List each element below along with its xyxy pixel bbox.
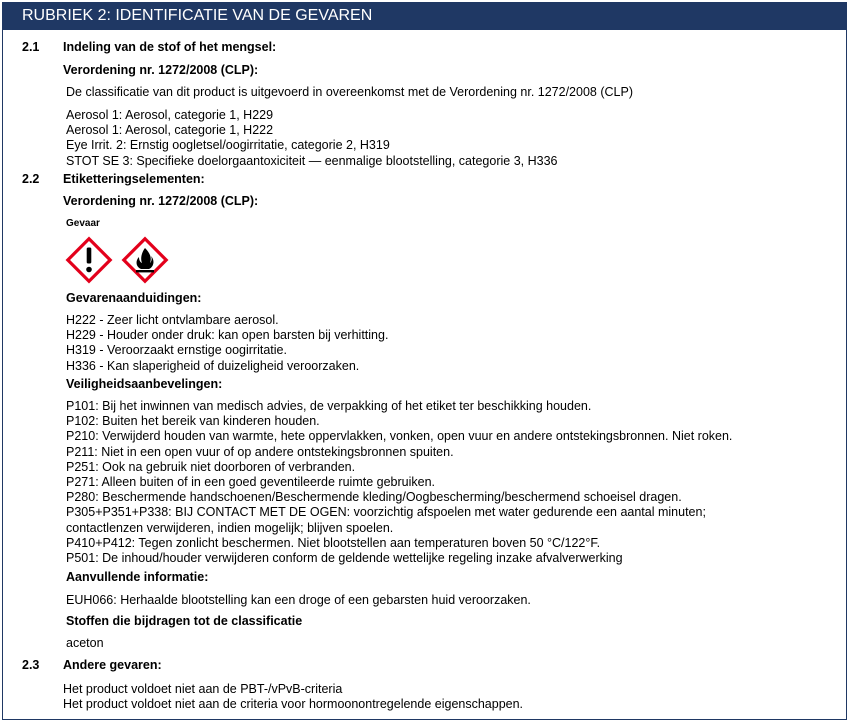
section-2-2-heading: Etiketteringselementen: <box>63 172 205 186</box>
precaution-item: P102: Buiten het bereik van kinderen houden. <box>66 414 320 429</box>
additional-info-text: EUH066: Herhaalde blootstelling kan een droge of een gebarsten huid veroorzaken. <box>66 593 531 607</box>
s22-regulation: Verordening nr. 1272/2008 (CLP): <box>63 194 259 208</box>
section-header: RUBRIEK 2: IDENTIFICATIE VAN DE GEVAREN <box>3 3 846 30</box>
additional-info-heading: Aanvullende informatie: <box>66 570 209 584</box>
classification-item: Aerosol 1: Aerosol, categorie 1, H222 <box>66 123 274 138</box>
contributing-substance: aceton <box>66 636 104 650</box>
precaution-item: P410+P412: Tegen zonlicht beschermen. Niet blootstellen aan temperaturen boven 50 °C/122°F. <box>66 535 601 550</box>
precautionary-list <box>66 399 732 566</box>
precaution-item: P210: Verwijderd houden van warmte, hete oppervlakken, vonken, open vuur en andere ontstekingsbronnen. Niet roken. <box>66 429 733 444</box>
precaution-item: P280: Beschermende handschoenen/Beschermende kleding/Oogbescherming/beschermend schoeisel dragen. <box>66 490 682 505</box>
precaution-item: P501: De inhoud/houder verwijderen conform de geldende wettelijke regeling inzake afvalverwerking <box>66 551 623 566</box>
other-hazard-line: Het product voldoet niet aan de PBT-/vPvB-criteria <box>63 682 343 696</box>
classification-item: Aerosol 1: Aerosol, categorie 1, H229 <box>66 108 274 122</box>
other-hazards-list <box>63 682 523 712</box>
hazard-statement: H229 - Houder onder druk: kan open barsten bij verhitting. <box>66 328 389 343</box>
classification-item: Eye Irrit. 2: Ernstig oogletsel/oogirritatie, categorie 2, H319 <box>66 138 390 153</box>
section-2-2-number: 2.2 <box>22 172 40 186</box>
signal-word: Gevaar <box>66 218 100 229</box>
s21-statement: De classificatie van dit product is uitgevoerd in overeenkomst met de Verordening nr. 1272/2008 (CLP) <box>66 85 633 99</box>
hazard-statement: H319 - Veroorzaakt ernstige oogirritatie. <box>66 343 287 358</box>
exclamation-mark-icon <box>65 236 113 284</box>
section-2-1-heading: Indeling van de stof of het mengsel: <box>63 40 277 54</box>
contributing-substances-heading: Stoffen die bijdragen tot de classificatie <box>66 614 303 628</box>
other-hazard-line: Het product voldoet niet aan de criteria voor hormoonontregelende eigenschappen. <box>63 697 524 712</box>
section-2-3-number: 2.3 <box>22 658 40 672</box>
precaution-item: P305+P351+P338: BIJ CONTACT MET DE OGEN: voorzichtig afspoelen met water gedurende een aantal minuten; <box>66 505 706 520</box>
section-2-3-heading: Andere gevaren: <box>63 658 162 672</box>
precaution-item: P271: Alleen buiten of in een goed geventileerde ruimte gebruiken. <box>66 475 436 490</box>
hazard-statement: H336 - Kan slaperigheid of duizeligheid veroorzaken. <box>66 358 360 373</box>
precaution-item: P211: Niet in een open vuur of op andere ontstekingsbronnen spuiten. <box>66 444 454 459</box>
classification-item: STOT SE 3: Specifieke doelorgaantoxiciteit — eenmalige blootstelling, categorie 3, H336 <box>66 153 558 168</box>
precautionary-heading: Veiligheidsaanbevelingen: <box>66 377 223 391</box>
classification-list <box>66 108 558 169</box>
flame-icon <box>121 236 169 284</box>
hazard-statements-list <box>66 313 388 374</box>
precaution-item: P101: Bij het inwinnen van medisch advies, de verpakking of het etiket ter beschikking houden. <box>66 399 592 413</box>
hazard-statement: H222 - Zeer licht ontvlambare aerosol. <box>66 313 279 327</box>
section-2-1-number: 2.1 <box>22 40 40 54</box>
precaution-item: contactlenzen verwijderen, indien mogelijk; blijven spoelen. <box>66 520 394 535</box>
hazard-statements-heading: Gevarenaanduidingen: <box>66 291 202 305</box>
precaution-item: P251: Ook na gebruik niet doorboren of verbranden. <box>66 459 356 474</box>
s21-regulation: Verordening nr. 1272/2008 (CLP): <box>63 63 259 77</box>
